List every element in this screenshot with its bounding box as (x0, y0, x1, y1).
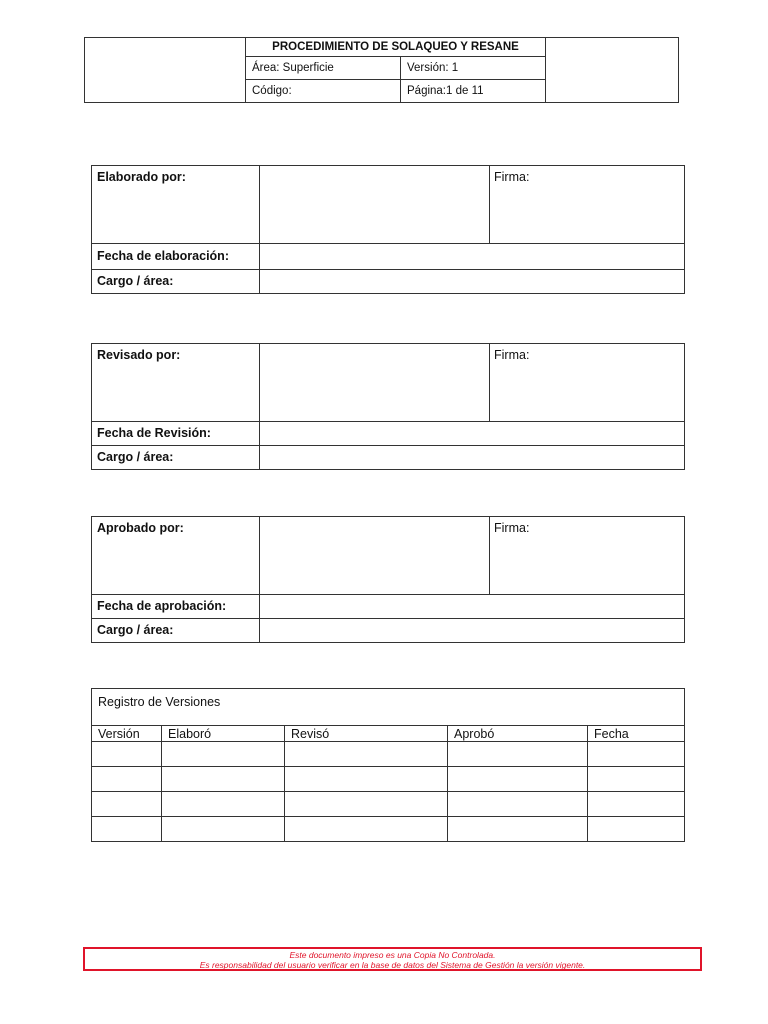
aprobado-label: Aprobado por: (92, 517, 260, 595)
table-cell[interactable] (162, 792, 285, 817)
table-cell[interactable] (448, 767, 588, 792)
elaborado-cargo-field[interactable] (260, 270, 685, 294)
elaborado-label: Elaborado por: (92, 166, 260, 244)
table-row (92, 742, 685, 767)
column-header-reviso: Revisó (285, 726, 448, 742)
elaborado-block (91, 165, 685, 294)
table-cell[interactable] (588, 767, 685, 792)
table-cell[interactable] (448, 817, 588, 842)
revisado-date-field[interactable] (260, 422, 685, 446)
column-header-elaboro: Elaboró (162, 726, 285, 742)
aprobado-block (91, 516, 685, 643)
elaborado-date-label: Fecha de elaboración: (92, 244, 260, 270)
table-cell[interactable] (285, 792, 448, 817)
table-cell[interactable] (92, 792, 162, 817)
page-field: Página:1 de 11 (401, 80, 546, 103)
table-cell[interactable] (448, 792, 588, 817)
elaborado-date-field[interactable] (260, 244, 685, 270)
table-cell[interactable] (448, 742, 588, 767)
logo-area (85, 38, 246, 103)
revisado-cargo-field[interactable] (260, 446, 685, 470)
table-cell[interactable] (588, 817, 685, 842)
revisado-cargo-label: Cargo / área: (92, 446, 260, 470)
notice-line-2: Es responsabilidad del usuario verificar en la base de datos del Sistema de Gestión la versión vigente. (199, 960, 586, 970)
column-header-aprobo: Aprobó (448, 726, 588, 742)
aprobado-cargo-field[interactable] (260, 619, 685, 643)
column-header-fecha: Fecha (588, 726, 685, 742)
table-row (92, 817, 685, 842)
table-cell[interactable] (162, 767, 285, 792)
elaborado-name-field[interactable] (260, 166, 490, 244)
code-field: Código: (246, 80, 401, 103)
table-cell[interactable] (285, 767, 448, 792)
versions-title: Registro de Versiones (92, 689, 685, 726)
table-cell[interactable] (92, 817, 162, 842)
table-cell[interactable] (92, 767, 162, 792)
revisado-label: Revisado por: (92, 344, 260, 422)
aprobado-name-field[interactable] (260, 517, 490, 595)
table-cell[interactable] (588, 792, 685, 817)
table-row (92, 792, 685, 817)
table-cell[interactable] (162, 817, 285, 842)
revisado-name-field[interactable] (260, 344, 490, 422)
elaborado-firma-field[interactable]: Firma: (490, 166, 685, 244)
table-row (92, 767, 685, 792)
document-header (84, 37, 679, 103)
aprobado-date-label: Fecha de aprobación: (92, 595, 260, 619)
area-field: Área: Superficie (246, 57, 401, 80)
column-header-version: Versión (92, 726, 162, 742)
revisado-firma-field[interactable]: Firma: (490, 344, 685, 422)
table-cell[interactable] (588, 742, 685, 767)
header-right-area (546, 38, 679, 103)
revisado-block (91, 343, 685, 470)
versions-table (91, 688, 685, 842)
document-title: PROCEDIMIENTO DE SOLAQUEO Y RESANE (246, 38, 546, 57)
aprobado-cargo-label: Cargo / área: (92, 619, 260, 643)
notice-line-1: Este documento impreso es una Copia No Controlada. (289, 950, 496, 960)
table-cell[interactable] (285, 817, 448, 842)
aprobado-date-field[interactable] (260, 595, 685, 619)
elaborado-cargo-label: Cargo / área: (92, 270, 260, 294)
table-cell[interactable] (285, 742, 448, 767)
uncontrolled-copy-notice (83, 947, 702, 971)
table-cell[interactable] (92, 742, 162, 767)
aprobado-firma-field[interactable]: Firma: (490, 517, 685, 595)
revisado-date-label: Fecha de Revisión: (92, 422, 260, 446)
table-cell[interactable] (162, 742, 285, 767)
version-field: Versión: 1 (401, 57, 546, 80)
